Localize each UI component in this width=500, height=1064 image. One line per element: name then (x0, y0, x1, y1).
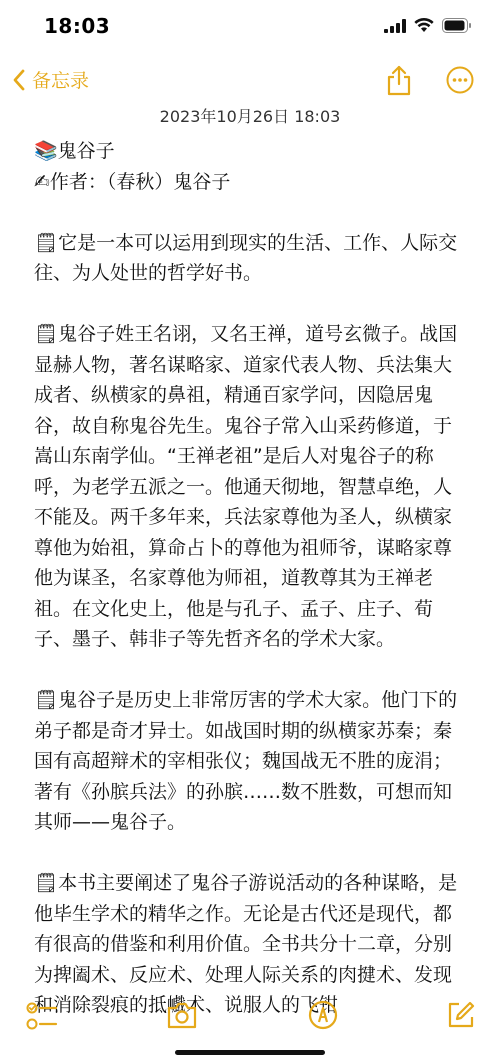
markup-pen-icon (308, 1000, 338, 1030)
paragraph-3-text: 鬼谷子是历史上非常厉害的学术大家。他门下的弟子都是奇才异士。如战国时期的纵横家苏秦；秦国有高超辩术的宰相张仪；魏国战无不胜的庞涓；著有《孙膑兵法》的孙膑……数不胜数，可想而知其师——鬼谷子。 (34, 689, 458, 833)
more-icon (446, 66, 474, 94)
home-indicator (175, 1050, 325, 1055)
blank-line (34, 197, 466, 228)
author-text: 作者：（春秋）鬼谷子 (49, 170, 231, 193)
battery-icon (442, 18, 472, 33)
memo-emoji: 🗒 (34, 231, 59, 254)
status-time: 18:03 (44, 14, 111, 38)
paragraph-2 (34, 319, 466, 655)
chevron-left-icon (12, 68, 26, 92)
checklist-button[interactable] (26, 1000, 58, 1036)
markup-button[interactable] (308, 1000, 338, 1034)
note-title: 鬼谷子 (57, 140, 115, 162)
memo-emoji: 🗒 (34, 872, 59, 894)
back-button-label: 备忘录 (32, 70, 90, 92)
writing-hand-emoji: ✍ (34, 170, 50, 193)
memo-emoji: 🗒 (34, 689, 59, 711)
note-title-line (34, 136, 466, 167)
share-button[interactable] (386, 64, 412, 100)
status-icons (384, 18, 472, 33)
blank-line (34, 655, 466, 686)
camera-button[interactable] (166, 1000, 198, 1034)
paragraph-3 (34, 685, 466, 838)
paragraph-4-text: 本书主要阐述了鬼谷子游说活动的各种谋略，是他毕生学术的精华之作。无论是古代还是现代，都有很高的借鉴和利用价值。全书共分十二章，分别为捭阖术、反应术、处理人际关系的肉揵术、发现和消除裂痕的抵巇术、说服人的飞钳 (34, 872, 458, 1016)
camera-icon (166, 1000, 198, 1030)
bottom-toolbar (0, 990, 500, 1050)
paragraph-1 (34, 228, 466, 289)
author-line (34, 167, 466, 198)
status-bar (0, 0, 500, 58)
blank-line (34, 838, 466, 869)
share-icon (386, 64, 412, 96)
back-button[interactable] (12, 66, 89, 93)
note-body[interactable] (34, 136, 466, 1016)
cellular-signal-icon (384, 19, 406, 33)
checklist-icon (26, 1000, 58, 1032)
compose-button[interactable] (446, 1000, 476, 1034)
blank-line (34, 289, 466, 320)
nav-bar (0, 58, 500, 104)
note-date: 2023年10月26日 18:03 (159, 107, 341, 126)
books-emoji: 📚 (34, 140, 58, 162)
compose-icon (446, 1000, 476, 1030)
wifi-icon (414, 18, 434, 33)
memo-emoji: 🗒 (34, 323, 59, 345)
paragraph-1-text: 它是一本可以运用到现实的生活、工作、人际交往、为人处世的哲学好书。 (34, 231, 458, 284)
paragraph-2-text: 鬼谷子姓王名诩，又名王禅，道号玄微子。战国显赫人物，著名谋略家、道家代表人物、兵法集大成者、纵横家的鼻祖，精通百家学问，因隐居鬼谷，故自称鬼谷先生。鬼谷子常入山采药修道，于嵩山东南学仙。“王禅老祖”是后人对鬼谷子的称呼，为老学五派之一。他通天彻地，智慧卓绝，人不能及。两千多年来，兵法家尊他为圣人，纵横家尊他为始祖，算命占卜的尊他为祖师爷，谋略家尊他为谋圣，名家尊他为师祖，道教尊其为王禅老祖。在文化史上，他是与孔子、孟子、庄子、荀子、墨子、韩非子等先哲齐名的学术大家。 (34, 323, 458, 650)
more-button[interactable] (446, 66, 474, 98)
